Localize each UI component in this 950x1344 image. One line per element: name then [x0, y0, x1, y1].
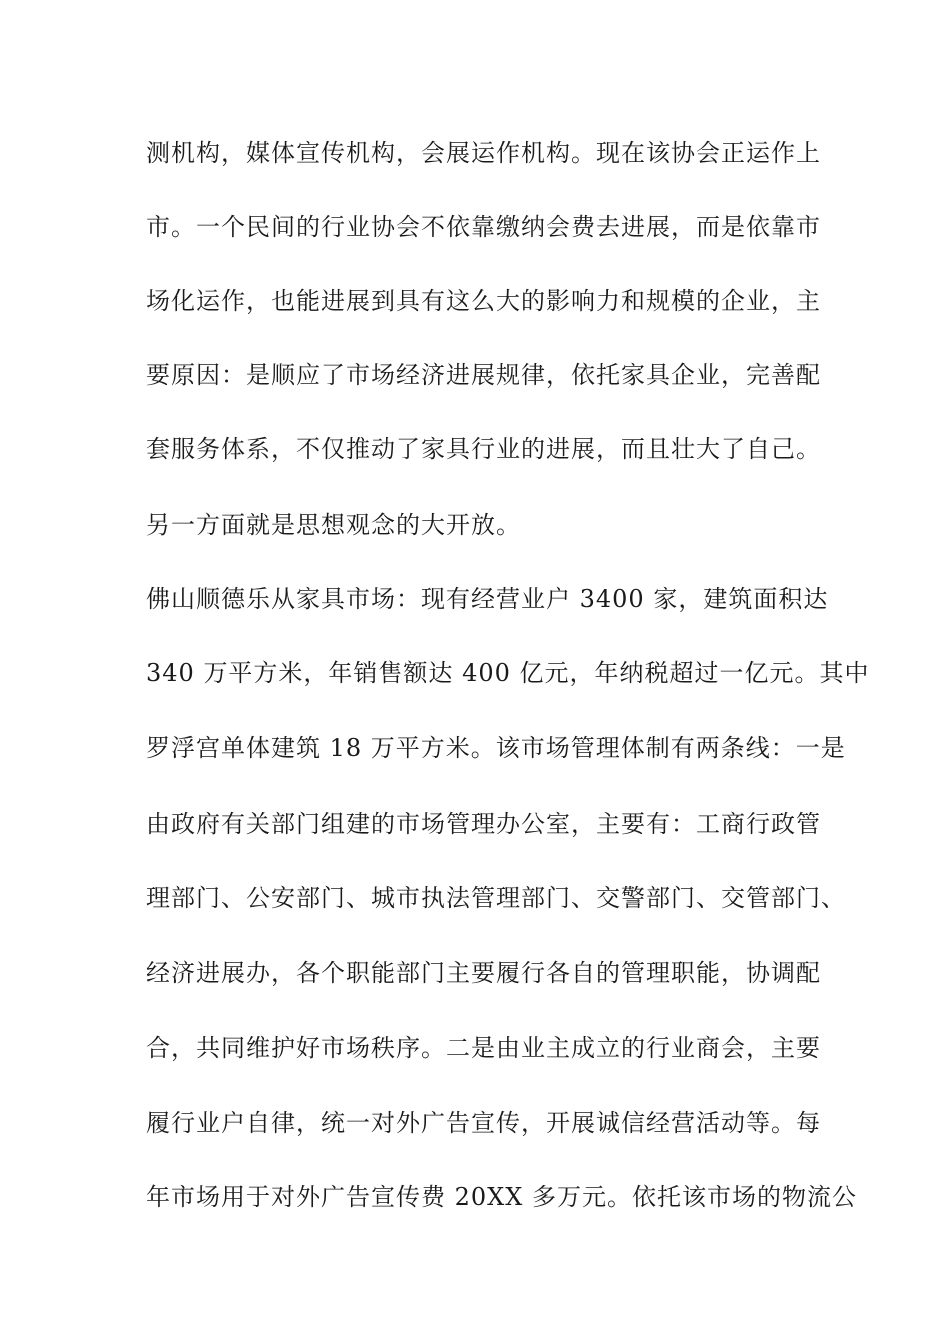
body-text-line: 场化运作，也能进展到具有这么大的影响力和规模的企业，主: [146, 287, 821, 315]
body-text-line: 市。一个民间的行业协会不依靠缴纳会费去进展，而是依靠市: [146, 213, 821, 241]
body-text-line: 340 万平方米，年销售额达 400 亿元，年纳税超过一亿元。其中: [146, 659, 870, 687]
body-text-line: 测机构，媒体宣传机构，会展运作机构。现在该协会正运作上: [146, 139, 821, 167]
body-text-line: 套服务体系，不仅推动了家具行业的进展，而且壮大了自己。: [146, 435, 821, 463]
body-text-line: 由政府有关部门组建的市场管理办公室，主要有：工商行政管: [146, 810, 821, 838]
body-text-line: 经济进展办，各个职能部门主要履行各自的管理职能，协调配: [146, 959, 821, 987]
body-text-line: 年市场用于对外广告宣传费 20XX 多万元。依托该市场的物流公: [146, 1183, 857, 1211]
body-text-line: 履行业户自律，统一对外广告宣传，开展诚信经营活动等。每: [146, 1109, 821, 1137]
body-text-line: 另一方面就是思想观念的大开放。: [146, 511, 521, 539]
body-text-line: 罗浮宫单体建筑 18 万平方米。该市场管理体制有两条线：一是: [146, 734, 846, 762]
body-text-line: 理部门、公安部门、城市执法管理部门、交警部门、交管部门、: [146, 884, 846, 912]
body-text-line: 要原因：是顺应了市场经济进展规律，依托家具企业，完善配: [146, 361, 821, 389]
body-text-line: 合，共同维护好市场秩序。二是由业主成立的行业商会，主要: [146, 1034, 821, 1062]
body-text-line: 佛山顺德乐从家具市场：现有经营业户 3400 家，建筑面积达: [146, 585, 829, 613]
